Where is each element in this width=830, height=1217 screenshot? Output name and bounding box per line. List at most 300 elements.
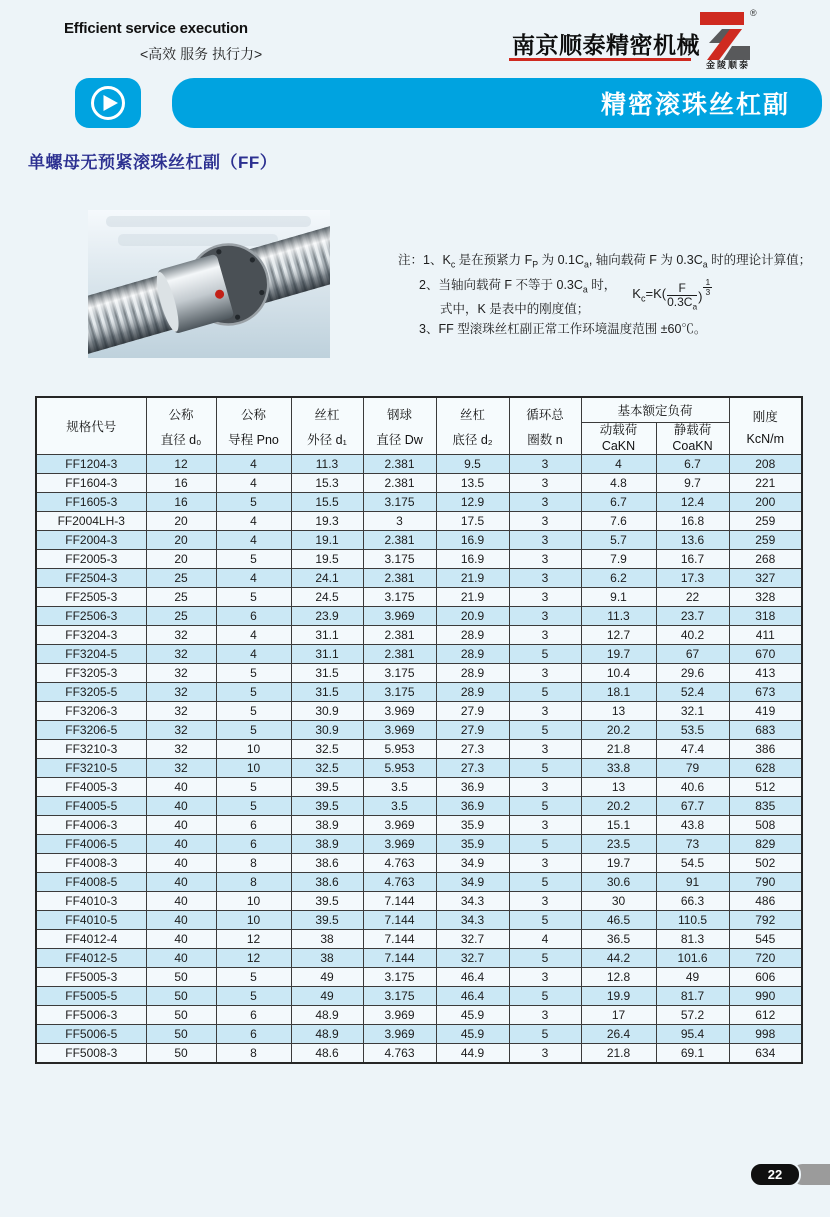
table-cell: 21.9 bbox=[436, 569, 509, 588]
table-cell: 670 bbox=[729, 645, 802, 664]
table-cell: 3 bbox=[509, 588, 581, 607]
table-cell: 50 bbox=[146, 968, 216, 987]
table-cell: 19.7 bbox=[581, 645, 656, 664]
table-row bbox=[36, 550, 802, 569]
table-cell: 673 bbox=[729, 683, 802, 702]
table-cell: FF3204-5 bbox=[36, 645, 146, 664]
table-cell: 40.6 bbox=[656, 778, 729, 797]
table-cell: 31.5 bbox=[291, 664, 363, 683]
table-cell: 7.6 bbox=[581, 512, 656, 531]
table-cell: 38.6 bbox=[291, 873, 363, 892]
table-cell: 3.175 bbox=[363, 968, 436, 987]
table-cell: 40 bbox=[146, 911, 216, 930]
table-cell: 101.6 bbox=[656, 949, 729, 968]
table-cell: 4.8 bbox=[581, 474, 656, 493]
table-cell: 17 bbox=[581, 1006, 656, 1025]
ball-screw-image bbox=[88, 210, 330, 358]
table-row bbox=[36, 930, 802, 949]
table-cell: 33.8 bbox=[581, 759, 656, 778]
table-cell: 40 bbox=[146, 873, 216, 892]
table-cell: 4 bbox=[509, 930, 581, 949]
table-cell: 5 bbox=[216, 968, 291, 987]
table-cell: 79 bbox=[656, 759, 729, 778]
table-cell: 23.7 bbox=[656, 607, 729, 626]
table-cell: 46.4 bbox=[436, 987, 509, 1006]
table-cell: 16.7 bbox=[656, 550, 729, 569]
table-cell: 3 bbox=[363, 512, 436, 531]
table-cell: 34.3 bbox=[436, 911, 509, 930]
table-cell: 7.144 bbox=[363, 911, 436, 930]
table-cell: 31.1 bbox=[291, 645, 363, 664]
table-cell: 259 bbox=[729, 512, 802, 531]
table-cell: 3.175 bbox=[363, 588, 436, 607]
formula-exponent bbox=[703, 278, 712, 298]
table-cell: 46.5 bbox=[581, 911, 656, 930]
table-cell: 3.5 bbox=[363, 778, 436, 797]
table-cell: 2.381 bbox=[363, 455, 436, 474]
table-cell: 10 bbox=[216, 892, 291, 911]
table-cell: 12.9 bbox=[436, 493, 509, 512]
table-cell: 486 bbox=[729, 892, 802, 911]
table-cell: 20.9 bbox=[436, 607, 509, 626]
table-cell: 53.5 bbox=[656, 721, 729, 740]
tagline-chinese: <高效 服务 执行力> bbox=[140, 46, 263, 62]
table-cell: 6 bbox=[216, 607, 291, 626]
table-cell: 24.5 bbox=[291, 588, 363, 607]
table-cell: 3.175 bbox=[363, 987, 436, 1006]
table-cell: 200 bbox=[729, 493, 802, 512]
table-cell: 110.5 bbox=[656, 911, 729, 930]
table-cell: 8 bbox=[216, 1044, 291, 1064]
col-header-spec: 规格代号 bbox=[36, 397, 146, 455]
table-cell: 25 bbox=[146, 588, 216, 607]
col-header-circuits: 循环总 圈数 n bbox=[509, 397, 581, 455]
table-row bbox=[36, 645, 802, 664]
table-cell: FF3210-3 bbox=[36, 740, 146, 759]
table-cell: 32 bbox=[146, 702, 216, 721]
table-cell: 38.6 bbox=[291, 854, 363, 873]
table-cell: 29.6 bbox=[656, 664, 729, 683]
table-cell: 5 bbox=[216, 664, 291, 683]
table-cell: 52.4 bbox=[656, 683, 729, 702]
table-cell: 36.9 bbox=[436, 797, 509, 816]
note-line-3: 式中，K 是表中的刚度值； bbox=[440, 302, 590, 316]
table-cell: 40 bbox=[146, 778, 216, 797]
table-cell: 12.4 bbox=[656, 493, 729, 512]
table-cell: 44.9 bbox=[436, 1044, 509, 1064]
table-cell: 6.2 bbox=[581, 569, 656, 588]
table-cell: 5 bbox=[509, 987, 581, 1006]
table-cell: 20 bbox=[146, 531, 216, 550]
table-cell: 606 bbox=[729, 968, 802, 987]
table-cell: 3 bbox=[509, 474, 581, 493]
banner bbox=[172, 78, 822, 128]
table-cell: 48.9 bbox=[291, 1025, 363, 1044]
table-cell: 3.175 bbox=[363, 550, 436, 569]
table-cell: 3 bbox=[509, 968, 581, 987]
table-cell: 38 bbox=[291, 930, 363, 949]
table-cell: 35.9 bbox=[436, 835, 509, 854]
banner-title: 精密滚珠丝杠副 bbox=[600, 91, 790, 119]
table-cell: 16.9 bbox=[436, 531, 509, 550]
table-cell: 24.1 bbox=[291, 569, 363, 588]
table-row bbox=[36, 987, 802, 1006]
table-cell: 5 bbox=[216, 797, 291, 816]
table-cell: 4 bbox=[216, 474, 291, 493]
table-cell: 39.5 bbox=[291, 778, 363, 797]
table-cell: 73 bbox=[656, 835, 729, 854]
table-cell: 25 bbox=[146, 569, 216, 588]
table-cell: 17.3 bbox=[656, 569, 729, 588]
table-cell: 30 bbox=[581, 892, 656, 911]
table-row bbox=[36, 816, 802, 835]
table-cell: FF1604-3 bbox=[36, 474, 146, 493]
table-cell: 34.9 bbox=[436, 873, 509, 892]
table-cell: FF5008-3 bbox=[36, 1044, 146, 1064]
col-header-outer-diameter: 丝杠 外径 d₁ bbox=[291, 397, 363, 455]
table-cell: 5 bbox=[509, 797, 581, 816]
table-cell: 34.3 bbox=[436, 892, 509, 911]
table-cell: 5 bbox=[509, 911, 581, 930]
table-cell: 25 bbox=[146, 607, 216, 626]
table-cell: 12 bbox=[146, 455, 216, 474]
table-cell: 8 bbox=[216, 854, 291, 873]
table-cell: 3 bbox=[509, 778, 581, 797]
formula-denominator: $0.3C_a$ bbox=[667, 294, 698, 312]
table-cell: 327 bbox=[729, 569, 802, 588]
col-header-static-load: 静载荷 CoaKN bbox=[656, 423, 729, 455]
table-cell: 27.9 bbox=[436, 702, 509, 721]
table-cell: FF2005-3 bbox=[36, 550, 146, 569]
table-cell: 32.5 bbox=[291, 740, 363, 759]
table-cell: 49 bbox=[656, 968, 729, 987]
table-cell: 6 bbox=[216, 816, 291, 835]
table-cell: FF5005-5 bbox=[36, 987, 146, 1006]
table-cell: 21.9 bbox=[436, 588, 509, 607]
table-cell: FF3206-5 bbox=[36, 721, 146, 740]
table-cell: 3 bbox=[509, 1044, 581, 1064]
table-cell: 31.1 bbox=[291, 626, 363, 645]
table-cell: 3.969 bbox=[363, 607, 436, 626]
table-cell: FF3204-3 bbox=[36, 626, 146, 645]
table-cell: FF2505-3 bbox=[36, 588, 146, 607]
table-cell: 19.1 bbox=[291, 531, 363, 550]
table-cell: 15.5 bbox=[291, 493, 363, 512]
table-cell: 208 bbox=[729, 455, 802, 474]
table-cell: 35.9 bbox=[436, 816, 509, 835]
table-cell: 5 bbox=[216, 683, 291, 702]
table-cell: 7.144 bbox=[363, 949, 436, 968]
table-cell: 512 bbox=[729, 778, 802, 797]
logo-caption: 金陵顺泰 bbox=[705, 60, 750, 70]
table-cell: 3.969 bbox=[363, 816, 436, 835]
table-cell: 40 bbox=[146, 892, 216, 911]
table-cell: FF3205-5 bbox=[36, 683, 146, 702]
table-cell: 50 bbox=[146, 987, 216, 1006]
table-cell: 4 bbox=[216, 569, 291, 588]
table-cell: 3.969 bbox=[363, 702, 436, 721]
table-cell: 81.7 bbox=[656, 987, 729, 1006]
table-cell: FF5006-5 bbox=[36, 1025, 146, 1044]
table-cell: 13 bbox=[581, 702, 656, 721]
table-cell: 2.381 bbox=[363, 645, 436, 664]
table-cell: 3.175 bbox=[363, 493, 436, 512]
table-cell: 54.5 bbox=[656, 854, 729, 873]
table-cell: 11.3 bbox=[291, 455, 363, 474]
table-cell: 5 bbox=[509, 949, 581, 968]
table-row bbox=[36, 740, 802, 759]
table-cell: 7.9 bbox=[581, 550, 656, 569]
col-header-stiffness: 刚度 KcN/m bbox=[729, 397, 802, 455]
table-cell: 95.4 bbox=[656, 1025, 729, 1044]
table-row bbox=[36, 474, 802, 493]
table-cell: 46.4 bbox=[436, 968, 509, 987]
table-cell: 27.9 bbox=[436, 721, 509, 740]
table-cell: 221 bbox=[729, 474, 802, 493]
table-cell: 32 bbox=[146, 683, 216, 702]
table-cell: 38.9 bbox=[291, 835, 363, 854]
col-header-nominal-diameter: 公称 直径 d₀ bbox=[146, 397, 216, 455]
table-cell: 3.175 bbox=[363, 683, 436, 702]
table-row bbox=[36, 626, 802, 645]
table-row bbox=[36, 588, 802, 607]
table-cell: 4 bbox=[216, 645, 291, 664]
table-cell: 21.8 bbox=[581, 740, 656, 759]
note-line-2: 2、当轴向载荷 F 不等于 $0.3C_a$ 时， bbox=[419, 277, 617, 294]
notes-label: 注： bbox=[398, 253, 424, 267]
table-cell: 27.3 bbox=[436, 740, 509, 759]
page-number-badge: 22 bbox=[749, 1162, 801, 1187]
table-cell: 34.9 bbox=[436, 854, 509, 873]
table-cell: 6 bbox=[216, 835, 291, 854]
table-cell: 36.5 bbox=[581, 930, 656, 949]
col-header-nominal-lead: 公称 导程 Pno bbox=[216, 397, 291, 455]
table-cell: FF2506-3 bbox=[36, 607, 146, 626]
table-cell: FF2504-3 bbox=[36, 569, 146, 588]
table-cell: 67.7 bbox=[656, 797, 729, 816]
col-header-dynamic-load: 动载荷 CaKN bbox=[581, 423, 656, 455]
table-cell: FF4008-5 bbox=[36, 873, 146, 892]
table-cell: 4.763 bbox=[363, 873, 436, 892]
table-cell: 413 bbox=[729, 664, 802, 683]
table-cell: 328 bbox=[729, 588, 802, 607]
spec-table bbox=[35, 396, 803, 1064]
table-cell: 5 bbox=[509, 1025, 581, 1044]
table-cell: 50 bbox=[146, 1044, 216, 1064]
table-cell: 48.6 bbox=[291, 1044, 363, 1064]
table-cell: FF4008-3 bbox=[36, 854, 146, 873]
table-cell: 67 bbox=[656, 645, 729, 664]
table-cell: 13 bbox=[581, 778, 656, 797]
table-row bbox=[36, 455, 802, 474]
table-cell: FF4005-5 bbox=[36, 797, 146, 816]
table-cell: 318 bbox=[729, 607, 802, 626]
table-cell: 40 bbox=[146, 949, 216, 968]
table-cell: 3.5 bbox=[363, 797, 436, 816]
formula-numerator: F bbox=[667, 282, 697, 296]
table-cell: 5 bbox=[509, 721, 581, 740]
section-title: 单螺母无预紧滚珠丝杠副（FF） bbox=[28, 153, 278, 172]
table-cell: 3 bbox=[509, 550, 581, 569]
table-cell: 4 bbox=[216, 531, 291, 550]
table-cell: 20.2 bbox=[581, 797, 656, 816]
table-row bbox=[36, 702, 802, 721]
table-cell: 47.4 bbox=[656, 740, 729, 759]
table-cell: FF4012-4 bbox=[36, 930, 146, 949]
table-cell: 5.953 bbox=[363, 740, 436, 759]
table-cell: 32 bbox=[146, 740, 216, 759]
col-header-rated-load-group: 基本额定负荷 bbox=[581, 397, 729, 423]
table-cell: 32.7 bbox=[436, 949, 509, 968]
col-header-root-diameter: 丝杠 底径 d₂ bbox=[436, 397, 509, 455]
table-cell: 683 bbox=[729, 721, 802, 740]
table-cell: 259 bbox=[729, 531, 802, 550]
table-cell: 9.7 bbox=[656, 474, 729, 493]
table-cell: 22 bbox=[656, 588, 729, 607]
table-cell: 12 bbox=[216, 949, 291, 968]
table-cell: FF1204-3 bbox=[36, 455, 146, 474]
table-cell: 508 bbox=[729, 816, 802, 835]
formula-lhs: $K_c=K$( bbox=[632, 286, 667, 305]
table-cell: 32 bbox=[146, 664, 216, 683]
table-cell: FF3210-5 bbox=[36, 759, 146, 778]
table-cell: 4 bbox=[581, 455, 656, 474]
table-cell: 3 bbox=[509, 854, 581, 873]
table-row bbox=[36, 607, 802, 626]
table-cell: 40 bbox=[146, 797, 216, 816]
table-cell: 19.3 bbox=[291, 512, 363, 531]
table-row bbox=[36, 854, 802, 873]
table-cell: FF5005-3 bbox=[36, 968, 146, 987]
table-cell: 28.9 bbox=[436, 626, 509, 645]
table-cell: 835 bbox=[729, 797, 802, 816]
table-cell: 10 bbox=[216, 911, 291, 930]
table-cell: 3 bbox=[509, 702, 581, 721]
table-cell: 990 bbox=[729, 987, 802, 1006]
stiffness-formula bbox=[632, 276, 712, 312]
table-cell: 2.381 bbox=[363, 569, 436, 588]
table-cell: 2.381 bbox=[363, 626, 436, 645]
table-cell: 45.9 bbox=[436, 1006, 509, 1025]
table-row bbox=[36, 797, 802, 816]
table-cell: 998 bbox=[729, 1025, 802, 1044]
table-cell: 48.9 bbox=[291, 1006, 363, 1025]
table-cell: 44.2 bbox=[581, 949, 656, 968]
table-cell: 634 bbox=[729, 1044, 802, 1064]
table-cell: 7.144 bbox=[363, 892, 436, 911]
table-cell: 3 bbox=[509, 493, 581, 512]
table-cell: FF5006-3 bbox=[36, 1006, 146, 1025]
table-row bbox=[36, 493, 802, 512]
notes-block bbox=[398, 250, 823, 339]
table-cell: 38 bbox=[291, 949, 363, 968]
table-cell: 4 bbox=[216, 512, 291, 531]
table-cell: 66.3 bbox=[656, 892, 729, 911]
table-cell: 5 bbox=[509, 759, 581, 778]
table-cell: 2.381 bbox=[363, 531, 436, 550]
table-cell: 16.9 bbox=[436, 550, 509, 569]
table-cell: 10 bbox=[216, 759, 291, 778]
table-cell: 12.8 bbox=[581, 968, 656, 987]
spec-table-wrapper bbox=[35, 396, 803, 1064]
table-cell: 69.1 bbox=[656, 1044, 729, 1064]
table-cell: 32 bbox=[146, 626, 216, 645]
table-cell: 3 bbox=[509, 455, 581, 474]
table-row bbox=[36, 911, 802, 930]
table-cell: 50 bbox=[146, 1025, 216, 1044]
table-cell: 31.5 bbox=[291, 683, 363, 702]
table-cell: 28.9 bbox=[436, 645, 509, 664]
play-chip bbox=[75, 78, 141, 128]
table-cell: 5 bbox=[216, 493, 291, 512]
table-cell: 30.9 bbox=[291, 702, 363, 721]
table-row bbox=[36, 1044, 802, 1064]
table-row bbox=[36, 512, 802, 531]
table-cell: FF3206-3 bbox=[36, 702, 146, 721]
table-cell: 40 bbox=[146, 930, 216, 949]
table-cell: 40 bbox=[146, 816, 216, 835]
table-row bbox=[36, 721, 802, 740]
table-cell: 30.6 bbox=[581, 873, 656, 892]
table-cell: 43.8 bbox=[656, 816, 729, 835]
table-cell: 20 bbox=[146, 550, 216, 569]
table-cell: 28.9 bbox=[436, 664, 509, 683]
table-cell: 5 bbox=[509, 873, 581, 892]
table-cell: 13.5 bbox=[436, 474, 509, 493]
note-line-4: 3、FF 型滚珠丝杠副正常工作环境温度范围 ±60℃。 bbox=[419, 322, 707, 336]
table-row bbox=[36, 683, 802, 702]
table-cell: 26.4 bbox=[581, 1025, 656, 1044]
table-cell: 19.7 bbox=[581, 854, 656, 873]
tagline-english: Efficient service execution bbox=[64, 20, 248, 37]
product-photo bbox=[88, 210, 330, 358]
table-cell: 502 bbox=[729, 854, 802, 873]
table-cell: 6.7 bbox=[581, 493, 656, 512]
table-cell: 3 bbox=[509, 664, 581, 683]
table-cell: 11.3 bbox=[581, 607, 656, 626]
table-cell: 23.9 bbox=[291, 607, 363, 626]
table-row bbox=[36, 892, 802, 911]
table-cell: 21.8 bbox=[581, 1044, 656, 1064]
table-cell: 6 bbox=[216, 1025, 291, 1044]
table-row bbox=[36, 569, 802, 588]
table-row bbox=[36, 1025, 802, 1044]
table-row bbox=[36, 968, 802, 987]
table-cell: 28.9 bbox=[436, 683, 509, 702]
table-cell: 386 bbox=[729, 740, 802, 759]
table-cell: 612 bbox=[729, 1006, 802, 1025]
table-cell: 15.3 bbox=[291, 474, 363, 493]
exp-numerator: 1 bbox=[705, 276, 711, 287]
table-cell: 3 bbox=[509, 1006, 581, 1025]
table-cell: 6 bbox=[216, 1006, 291, 1025]
table-cell: 3 bbox=[509, 531, 581, 550]
table-cell: 5 bbox=[216, 987, 291, 1006]
table-cell: 9.1 bbox=[581, 588, 656, 607]
table-cell: 3 bbox=[509, 626, 581, 645]
table-cell: 268 bbox=[729, 550, 802, 569]
table-cell: FF2004LH-3 bbox=[36, 512, 146, 531]
table-cell: 12 bbox=[216, 930, 291, 949]
registered-mark: ® bbox=[750, 8, 757, 18]
table-cell: 720 bbox=[729, 949, 802, 968]
table-cell: 81.3 bbox=[656, 930, 729, 949]
table-cell: 45.9 bbox=[436, 1025, 509, 1044]
table-row bbox=[36, 835, 802, 854]
table-row bbox=[36, 1006, 802, 1025]
table-cell: 5 bbox=[509, 683, 581, 702]
table-cell: 32.7 bbox=[436, 930, 509, 949]
